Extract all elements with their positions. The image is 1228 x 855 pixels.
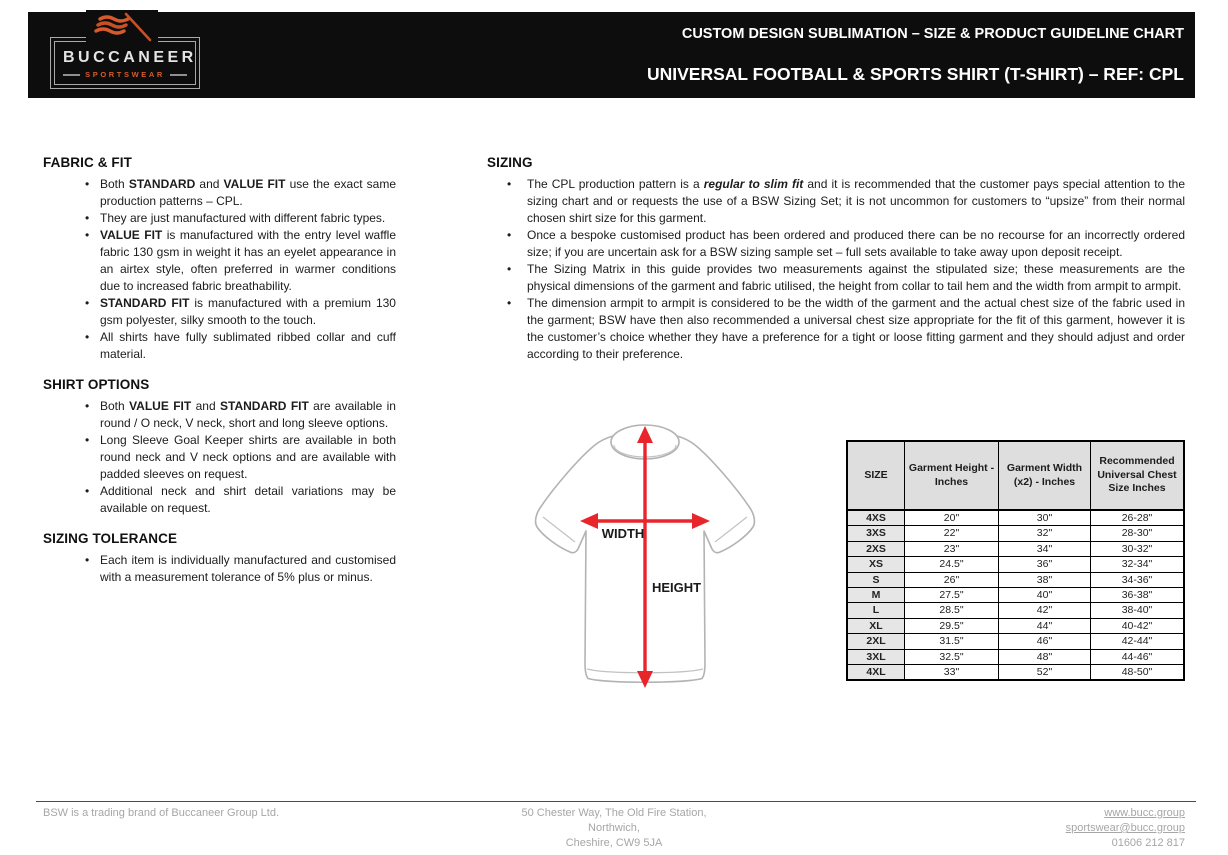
size-label-cell: XS [847, 557, 905, 572]
size-table-header-row [847, 441, 1184, 510]
size-table-row [847, 665, 1184, 681]
size-label-cell: 3XL [847, 649, 905, 664]
section-title-shirt-options: SHIRT OPTIONS [43, 377, 150, 392]
size-table-row [847, 572, 1184, 587]
section-sizing-tolerance [43, 531, 396, 586]
bullet-marker: • [507, 228, 512, 242]
address-line: 50 Chester Way, The Old Fire Station, [521, 807, 707, 819]
bullet-list-shirt-options [43, 398, 396, 517]
size-value-cell: 27.5" [905, 588, 999, 603]
section-sizing [487, 155, 1185, 363]
size-value-cell: 32" [999, 526, 1091, 541]
height-label: HEIGHT [652, 580, 702, 595]
bullet-marker: • [85, 399, 90, 413]
size-value-cell: 30-32" [1091, 541, 1185, 556]
size-table-row [847, 557, 1184, 572]
size-label-cell: M [847, 588, 905, 603]
size-value-cell: 29.5" [905, 618, 999, 633]
bullet-list-sizing [487, 176, 1185, 363]
section-title-fabric-fit: FABRIC & FIT [43, 155, 132, 170]
size-value-cell: 38" [999, 572, 1091, 587]
size-table-row [847, 618, 1184, 633]
flag-icon [86, 10, 158, 42]
size-value-cell: 44" [999, 618, 1091, 633]
section-title-sizing-tolerance: SIZING TOLERANCE [43, 531, 178, 546]
size-value-cell: 36-38" [1091, 588, 1185, 603]
size-value-cell: 36" [999, 557, 1091, 572]
bullet-item: • All shirts have fully sublimated ribbed collar and cuff material. [85, 330, 396, 361]
size-value-cell: 31.5" [905, 634, 999, 649]
section-shirt-options [43, 377, 396, 517]
bullet-marker: • [85, 553, 90, 567]
footer-contact [1066, 806, 1185, 851]
bullet-list-fabric-fit [43, 176, 396, 363]
size-table-header-cell: Recommended Universal Chest Size Inches [1091, 441, 1185, 510]
section-fabric-fit [43, 155, 396, 363]
size-table-row [847, 588, 1184, 603]
bullet-list-sizing-tolerance [43, 552, 396, 586]
size-label-cell: 2XL [847, 634, 905, 649]
size-value-cell: 32-34" [1091, 557, 1185, 572]
size-table-header-cell: SIZE [847, 441, 905, 510]
size-value-cell: 32.5" [905, 649, 999, 664]
bullet-item: • STANDARD FIT is manufactured with a premium 130 gsm polyester, silky smooth to the touch. [85, 296, 396, 327]
bullet-marker: • [85, 330, 90, 344]
doc-title-line2: UNIVERSAL FOOTBALL & SPORTS SHIRT (T-SHIRT) – REF: CPL [646, 64, 1184, 84]
size-value-cell: 46" [999, 634, 1091, 649]
size-value-cell: 42-44" [1091, 634, 1185, 649]
size-label-cell: XL [847, 618, 905, 633]
size-value-cell: 34" [999, 541, 1091, 556]
bullet-item: • Both VALUE FIT and STANDARD FIT are available in round / O neck, V neck, short and long sleeve options. [85, 399, 396, 430]
bullet-marker: • [85, 177, 90, 191]
footer-address [464, 806, 764, 851]
bullet-marker: • [507, 262, 512, 276]
size-value-cell: 48-50" [1091, 665, 1185, 681]
bullet-marker: • [85, 228, 90, 242]
size-value-cell: 40-42" [1091, 618, 1185, 633]
tshirt-measurement-diagram [510, 415, 810, 705]
size-value-cell: 22" [905, 526, 999, 541]
bullet-item: • Both STANDARD and VALUE FIT use the exact same production patterns – CPL. [85, 177, 396, 208]
size-label-cell: 4XS [847, 510, 905, 526]
bullet-marker: • [507, 296, 512, 310]
size-table [846, 440, 1185, 681]
size-label-cell: S [847, 572, 905, 587]
bullet-marker: • [85, 484, 90, 498]
address-line: Cheshire, CW9 5JA [565, 837, 663, 849]
bullet-item: • Once a bespoke customised product has been ordered and produced there can be no recourse for an incorrectly ordered size; if you are uncertain ask for a BSW sizing sample set – full sets available to take away upon deposit receipt. [507, 228, 1185, 259]
size-table-header-cell: Garment Height - Inches [905, 441, 999, 510]
bullet-marker: • [85, 433, 90, 447]
size-value-cell: 34-36" [1091, 572, 1185, 587]
size-table-row [847, 634, 1184, 649]
size-table-row [847, 526, 1184, 541]
section-title-sizing: SIZING [487, 155, 533, 170]
size-table-row [847, 649, 1184, 664]
size-value-cell: 42" [999, 603, 1091, 618]
size-label-cell: 3XS [847, 526, 905, 541]
size-value-cell: 33" [905, 665, 999, 681]
size-table-header-cell: Garment Width (x2) - Inches [999, 441, 1091, 510]
bullet-item: • The Sizing Matrix in this guide provides two measurements against the stipulated size; these measurements are the physical dimensions of the garment and fabric utilised, the height from collar to tail hem and the width from armpit to armpit. [507, 262, 1185, 293]
logo-title: BUCCANEER [63, 49, 197, 66]
bullet-marker: • [507, 177, 512, 191]
size-value-cell: 23" [905, 541, 999, 556]
bullet-item: • Long Sleeve Goal Keeper shirts are available in both round neck and V neck options and are available with padded sleeves on request. [85, 433, 396, 481]
width-label: WIDTH [601, 526, 645, 541]
bullet-marker: • [85, 211, 90, 225]
size-value-cell: 26" [905, 572, 999, 587]
size-value-cell: 26-28" [1091, 510, 1185, 526]
doc-title-line1: CUSTOM DESIGN SUBLIMATION – SIZE & PRODUCT GUIDELINE CHART [681, 26, 1184, 42]
size-value-cell: 30" [999, 510, 1091, 526]
size-table-row [847, 603, 1184, 618]
size-value-cell: 52" [999, 665, 1091, 681]
size-value-cell: 48" [999, 649, 1091, 664]
bullet-item: • Each item is individually manufactured and customised with a measurement tolerance of 5% plus or minus. [85, 553, 396, 584]
email-link[interactable]: sportswear@bucc.group [1065, 822, 1185, 834]
logo-decor-line [63, 74, 80, 76]
bullet-marker: • [85, 296, 90, 310]
bullet-item: • They are just manufactured with different fabric types. [85, 211, 386, 225]
size-value-cell: 24.5" [905, 557, 999, 572]
logo-subtitle: SPORTSWEAR [85, 70, 165, 79]
size-value-cell: 40" [999, 588, 1091, 603]
size-label-cell: L [847, 603, 905, 618]
bullet-item: • Additional neck and shirt detail variations may be available on request. [85, 484, 396, 515]
logo-decor-line [170, 74, 187, 76]
buccaneer-logo [50, 37, 200, 89]
phone-number: 01606 212 817 [1111, 837, 1185, 849]
address-line: Northwich, [588, 822, 640, 834]
size-value-cell: 28.5" [905, 603, 999, 618]
size-value-cell: 20" [905, 510, 999, 526]
size-value-cell: 38-40" [1091, 603, 1185, 618]
size-table-row [847, 510, 1184, 526]
bullet-item: • The CPL production pattern is a regular to slim fit and it is recommended that the customer pays special attention to the sizing chart and or requests the use of a BSW Sizing Set; it is not uncommon for customers to “upsize” from their normal chosen shirt size for this garment. [507, 177, 1185, 225]
bullet-item: • The dimension armpit to armpit is considered to be the width of the garment and the actual chest size of the fabric used in the garment; BSW have then also recommended a universal chest size appropriate for the fit of this garment, however it is the customer’s choice whether they have a preference for a tight or loose fitting garment and they should adjust and order according to their preference. [507, 296, 1185, 361]
size-label-cell: 4XL [847, 665, 905, 681]
size-value-cell: 44-46" [1091, 649, 1185, 664]
website-link[interactable]: www.bucc.group [1104, 807, 1185, 819]
size-table-row [847, 541, 1184, 556]
footer-trading-note: BSW is a trading brand of Buccaneer Group Ltd. [43, 807, 280, 819]
size-value-cell: 28-30" [1091, 526, 1185, 541]
bullet-item: • VALUE FIT is manufactured with the entry level waffle fabric 130 gsm in weight it has an eyelet appearance in an airtex style, often preferred in warmer conditions due to increased fabric breathability. [85, 228, 396, 293]
footer-divider [36, 801, 1196, 802]
logo-frame [50, 37, 200, 89]
size-label-cell: 2XS [847, 541, 905, 556]
document-header [28, 12, 1195, 98]
